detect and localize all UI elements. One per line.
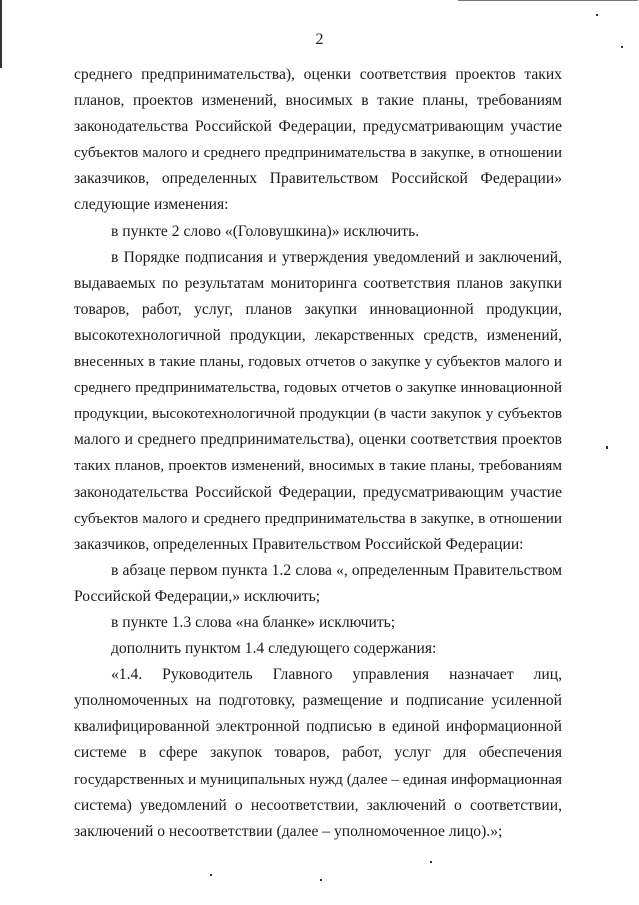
text-line: «1.4. Руководитель Главного управления назначает лиц, <box>111 666 562 684</box>
text-line: внесенных в такие планы, годовых отчетов о закупке у субъектов малого и <box>74 353 562 371</box>
text-line: малого и среднего предпринимательства), оценки соответствия проектов <box>74 431 562 449</box>
text-line: Российской Федерации,» исключить; <box>74 587 321 605</box>
text-line: таких планов, проектов изменений, вносимых в такие планы, требованиям <box>74 457 562 475</box>
text-line: уполномоченных на подготовку, размещение и подписание усиленной <box>74 692 562 710</box>
text-line: государственных и муниципальных нужд (далее – единая информационная <box>74 770 562 788</box>
scan-dot <box>210 874 212 876</box>
text-line: среднего предпринимательства, годовых отчетов о закупке инновационной <box>74 379 562 397</box>
text-line: система) уведомлений о несоответствии, заключений о соответствии, <box>74 796 562 814</box>
scan-dot <box>320 879 322 881</box>
text-line: заказчиков, определенных Правительством Российской Федерации» <box>74 170 562 188</box>
text-line: в Порядке подписания и утверждения уведомлений и заключений, <box>111 248 562 266</box>
scan-dot <box>596 14 598 16</box>
scan-dot <box>606 446 608 449</box>
page-number: 2 <box>315 31 324 48</box>
text-line: в абзаце первом пункта 1.2 слова «, определенным Правительством <box>111 561 562 579</box>
text-line: заказчиков, определенных Правительством Российской Федерации: <box>74 535 524 553</box>
text-line: в пункте 1.3 слова «на бланке» исключить; <box>111 613 396 631</box>
scan-top-line <box>458 0 638 1</box>
text-line: выдаваемых по результатам мониторинга соответствия планов закупки <box>74 274 562 292</box>
text-line: следующие изменения: <box>74 196 229 214</box>
paragraph <box>74 610 562 636</box>
paragraph <box>74 636 562 662</box>
text-line: системе в сфере закупок товаров, работ, услуг для обеспечения <box>74 744 562 762</box>
text-line: в пункте 2 слово «(Головушкина)» исключить. <box>111 222 420 240</box>
paragraph <box>74 219 562 245</box>
text-line: законодательства Российской Федерации, предусматривающим участие <box>74 118 562 136</box>
text-line: субъектов малого и среднего предпринимательства в закупке, в отношении <box>74 509 562 527</box>
text-line: субъектов малого и среднего предпринимательства в закупке, в отношении <box>74 144 562 162</box>
text-line: законодательства Российской Федерации, предусматривающим участие <box>74 483 562 501</box>
text-line: дополнить пунктом 1.4 следующего содержания: <box>111 640 437 658</box>
text-line: квалифицированной электронной подписью в единой информационной <box>74 718 562 736</box>
text-line: продукции, высокотехнологичной продукции (в части закупок у субъектов <box>74 405 562 423</box>
document-body <box>74 62 562 845</box>
text-line: заключений о несоответствии (далее – уполномоченное лицо).»; <box>74 822 503 840</box>
paragraph <box>74 662 562 845</box>
paragraph <box>74 558 562 610</box>
text-line: среднего предпринимательства), оценки соответствия проектов таких <box>74 66 562 83</box>
paragraph <box>74 245 562 558</box>
text-line: высокотехнологичной продукции, лекарственных средств, изменений, <box>74 326 562 344</box>
paragraph <box>74 62 562 219</box>
text-line: планов, проектов изменений, вносимых в такие планы, требованиям <box>74 92 562 110</box>
text-line: товаров, работ, услуг, планов закупки инновационной продукции, <box>74 300 562 318</box>
scan-dot <box>430 861 432 863</box>
